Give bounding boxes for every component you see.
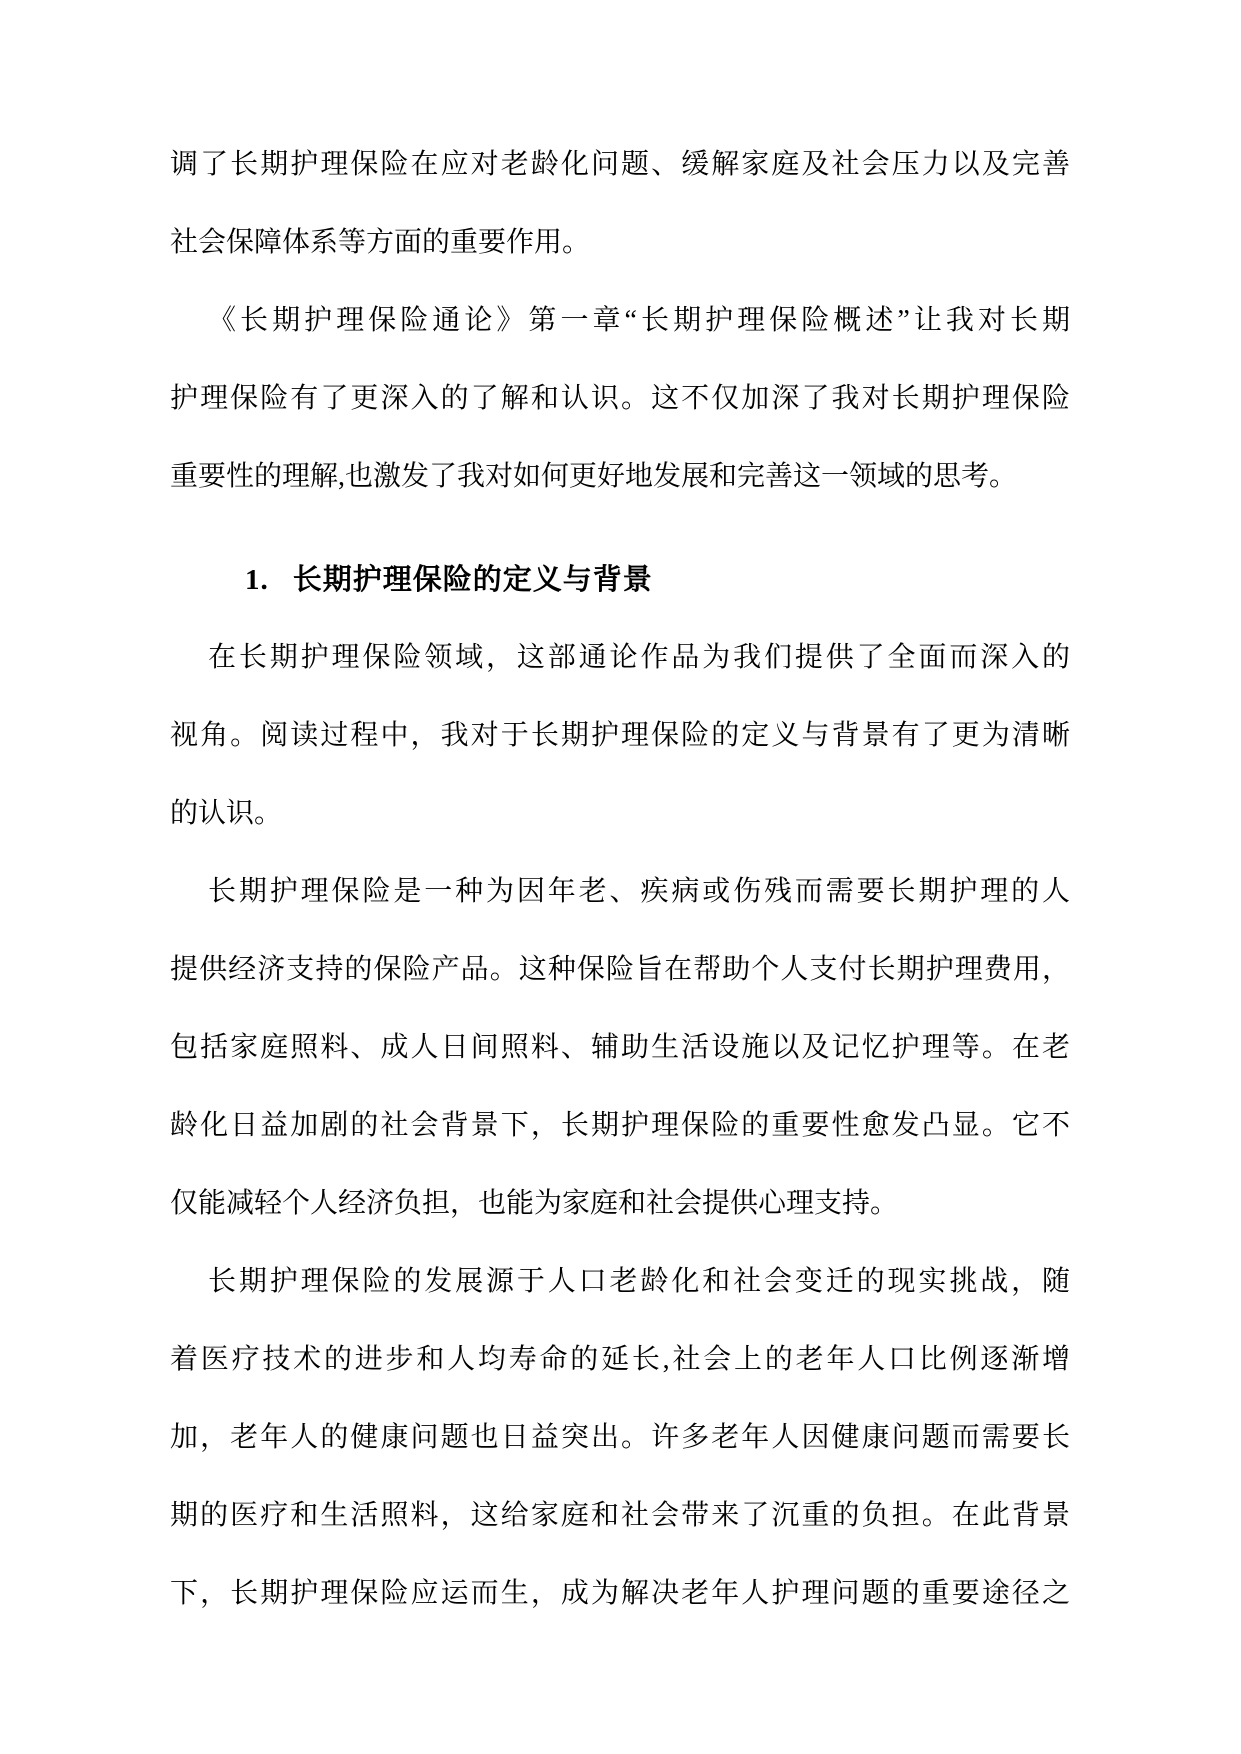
- text-line: 的认识。: [170, 798, 283, 829]
- text-line: 重要性的理解,也激发了我对如何更好地发展和完善这一领域的思考。: [170, 461, 1018, 492]
- text-line: 提供经济支持的保险产品。这种保险旨在帮助个人支付长期护理费用，: [170, 954, 1070, 985]
- text-line: 包括家庭照料、成人日间照料、辅助生活设施以及记忆护理等。在老: [170, 1032, 1070, 1063]
- text-line: 期的医疗和生活照料，这给家庭和社会带来了沉重的负担。在此背景: [170, 1500, 1070, 1531]
- text-line: 长期护理保险的发展源于人口老龄化和社会变迁的现实挑战，随: [208, 1266, 1070, 1297]
- text-line: 下，长期护理保险应运而生，成为解决老年人护理问题的重要途径之: [170, 1578, 1070, 1609]
- text-line: 龄化日益加剧的社会背景下，长期护理保险的重要性愈发凸显。它不: [170, 1110, 1070, 1141]
- text-line: 长期护理保险是一种为因年老、疾病或伤残而需要长期护理的人: [208, 876, 1070, 907]
- text-line: 社会保障体系等方面的重要作用。: [170, 227, 591, 258]
- text-line: 调了长期护理保险在应对老龄化问题、缓解家庭及社会压力以及完善: [170, 149, 1070, 180]
- text-line: 仅能减轻个人经济负担，也能为家庭和社会提供心理支持。: [170, 1188, 899, 1219]
- heading-text: 长期护理保险的定义与背景: [292, 564, 653, 596]
- text-line: 《长期护理保险通论》第一章“长期护理保险概述”让我对长期: [208, 305, 1070, 336]
- text-line: 视角。阅读过程中，我对于长期护理保险的定义与背景有了更为清晰: [170, 720, 1070, 751]
- text-line: 加，老年人的健康问题也日益突出。许多老年人因健康问题而需要长: [170, 1422, 1070, 1453]
- document-body: [170, 126, 1070, 1633]
- text-line: 着医疗技术的进步和人均寿命的延长,社会上的老年人口比例逐渐增: [170, 1344, 1070, 1375]
- text-line: 在长期护理保险领域，这部通论作品为我们提供了全面而深入的: [208, 642, 1070, 673]
- section-heading: [170, 541, 1070, 619]
- heading-number: 1.: [245, 564, 269, 596]
- text-line: 护理保险有了更深入的了解和认识。这不仅加深了我对长期护理保险: [170, 383, 1070, 414]
